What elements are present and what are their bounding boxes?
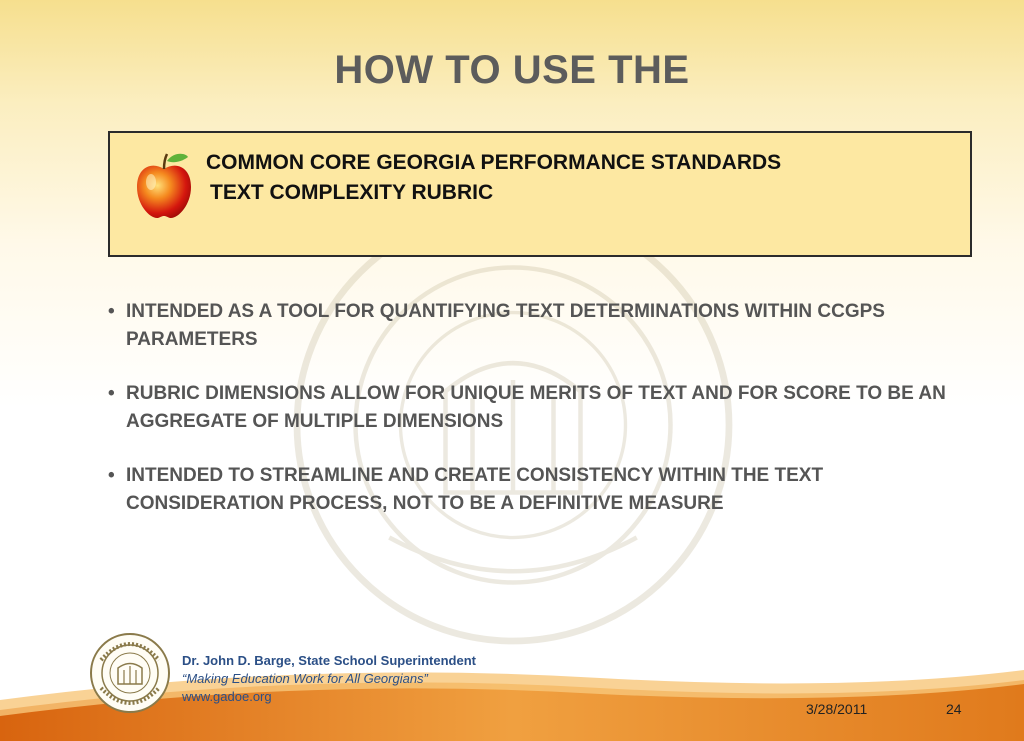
footer-motto: “Making Education Work for All Georgians” (182, 671, 428, 686)
footer-superintendent: Dr. John D. Barge, State School Superintendent (182, 653, 476, 668)
bullet-text: INTENDED AS A TOOL FOR QUANTIFYING TEXT DETERMINATIONS WITHIN CCGPS PARAMETERS (126, 301, 885, 350)
page-number: 24 (946, 701, 962, 717)
footer-website-link[interactable]: www.gadoe.org (182, 689, 272, 704)
bullet-text: INTENDED TO STREAMLINE AND CREATE CONSISTENCY WITHIN THE TEXT CONSIDERATION PROCESS, NOT TO BE A DEFINITIVE MEASURE (126, 465, 824, 514)
bullet-list (108, 298, 968, 544)
bullet-marker: • (108, 383, 115, 404)
bullet-marker: • (108, 301, 115, 322)
department-of-education-seal-icon (89, 632, 171, 714)
bullet-text: RUBRIC DIMENSIONS ALLOW FOR UNIQUE MERITS OF TEXT AND FOR SCORE TO BE AN AGGREGATE OF MULTIPLE DIMENSIONS (126, 383, 946, 432)
banner-line-1: COMMON CORE GEORGIA PERFORMANCE STANDARDS (206, 151, 782, 174)
bullet-marker: • (108, 465, 115, 486)
list-item (108, 462, 968, 518)
footer-date: 3/28/2011 (806, 701, 868, 717)
list-item (108, 298, 968, 354)
rubric-banner (108, 131, 972, 257)
slide-title: HOW TO USE THE (334, 48, 690, 92)
list-item (108, 380, 968, 436)
banner-line-2: TEXT COMPLEXITY RUBRIC (210, 181, 494, 204)
apple-icon (134, 149, 194, 221)
